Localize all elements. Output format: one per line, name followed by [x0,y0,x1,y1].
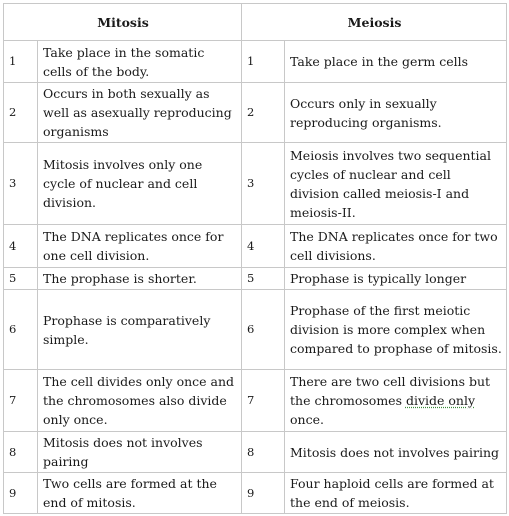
row-number: 3 [242,143,285,225]
table-row [4,290,507,370]
row-number: 8 [242,432,285,473]
row-number: 7 [4,370,38,432]
row-number: 9 [242,473,285,514]
mitosis-cell: The DNA replicates once for one cell division. [38,225,242,268]
row-number: 2 [4,83,38,143]
table-row [4,370,507,432]
row-number: 5 [4,268,38,290]
meiosis-cell: Take place in the germ cells [285,41,507,83]
mitosis-cell: Mitosis involves only one cycle of nuclear and cell division. [38,143,242,225]
row-number: 1 [4,41,38,83]
table-row [4,225,507,268]
table-row [4,473,507,514]
meiosis-cell: The DNA replicates once for two cell divisions. [285,225,507,268]
comparison-table [3,3,507,514]
meiosis-cell: Occurs only in sexually reproducing organisms. [285,83,507,143]
row-number: 4 [242,225,285,268]
table-row [4,268,507,290]
mitosis-cell: The prophase is shorter. [38,268,242,290]
row-number: 1 [242,41,285,83]
table-row [4,83,507,143]
meiosis-cell-text: once. [290,412,324,427]
table-row [4,41,507,83]
mitosis-cell: Prophase is comparatively simple. [38,290,242,370]
meiosis-cell: Meiosis involves two sequential cycles of nuclear and cell division called meiosis-I and meiosis-II. [285,143,507,225]
table-row [4,432,507,473]
mitosis-cell: Two cells are formed at the end of mitosis. [38,473,242,514]
row-number: 2 [242,83,285,143]
row-number: 8 [4,432,38,473]
header-mitosis: Mitosis [4,4,242,41]
meiosis-cell-spellcheck-text: divide only [405,393,476,408]
meiosis-cell: Mitosis does not involves pairing [285,432,507,473]
row-number: 7 [242,370,285,432]
header-row [4,4,507,41]
row-number: 4 [4,225,38,268]
table-row [4,143,507,225]
row-number: 3 [4,143,38,225]
row-number: 9 [4,473,38,514]
meiosis-cell: Prophase is typically longer [285,268,507,290]
mitosis-cell: Occurs in both sexually as well as asexually reproducing organisms [38,83,242,143]
row-number: 5 [242,268,285,290]
header-meiosis: Meiosis [242,4,507,41]
meiosis-cell [285,370,507,432]
meiosis-cell: Four haploid cells are formed at the end of meiosis. [285,473,507,514]
mitosis-cell: Take place in the somatic cells of the body. [38,41,242,83]
mitosis-cell: Mitosis does not involves pairing [38,432,242,473]
row-number: 6 [242,290,285,370]
row-number: 6 [4,290,38,370]
mitosis-cell: The cell divides only once and the chromosomes also divide only once. [38,370,242,432]
meiosis-cell-text: There are two cell divisions but the chromosomes [290,374,491,408]
meiosis-cell: Prophase of the first meiotic division is more complex when compared to prophase of mitosis. [285,290,507,370]
